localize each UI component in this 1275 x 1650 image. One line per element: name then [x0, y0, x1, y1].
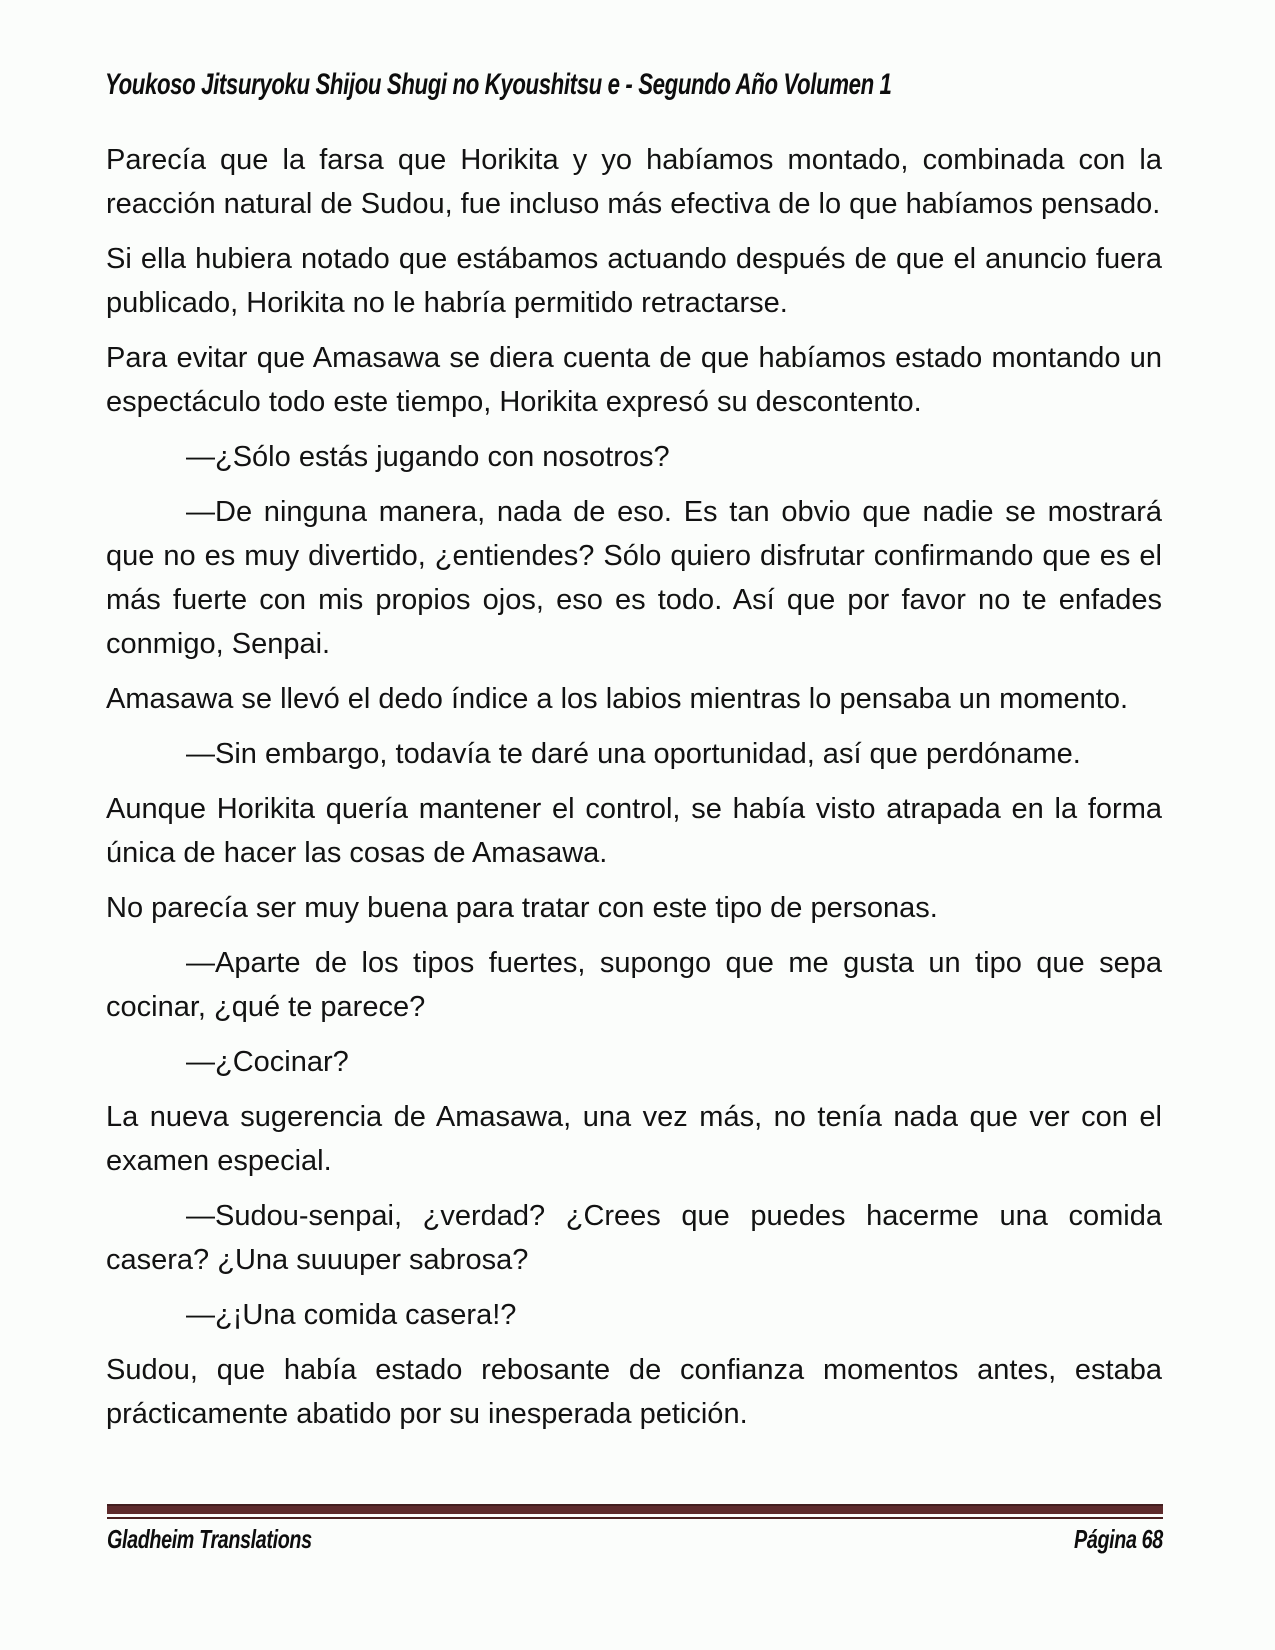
dialogue-paragraph: —¿Cocinar?	[186, 1046, 349, 1078]
narration-paragraph: Amasawa se llevó el dedo índice a los labios mientras lo pensaba un momento.	[106, 683, 1129, 715]
narration-paragraph: Parecía que la farsa que Horikita y yo habíamos montado, combinada con la reacción natural de Sudou, fue incluso más efectiva de lo que habíamos pensado.	[106, 144, 1162, 220]
dialogue-paragraph: —De ninguna manera, nada de eso. Es tan obvio que nadie se mostrará que no es muy divertido, ¿entiendes? Sólo quiero disfrutar confirmando que es el más fuerte con mis propios ojos, eso es todo. Así que por favor no te enfades conmigo, Senpai.	[106, 496, 1162, 660]
footer-divider-rule	[107, 1504, 1163, 1519]
footer-rule-thick-bar	[107, 1504, 1163, 1514]
running-header-title: Youkoso Jitsuryoku Shijou Shugi no Kyoushitsu e - Segundo Año Volumen 1	[105, 68, 892, 101]
footer-rule-thin-line	[107, 1517, 1163, 1519]
narration-paragraph: La nueva sugerencia de Amasawa, una vez más, no tenía nada que ver con el examen especial.	[106, 1101, 1162, 1177]
narration-paragraph: No parecía ser muy buena para tratar con este tipo de personas.	[106, 892, 938, 924]
page-footer	[107, 1524, 1163, 1555]
dialogue-paragraph: —Sudou-senpai, ¿verdad? ¿Crees que puedes hacerme una comida casera? ¿Una suuuper sabrosa?	[106, 1200, 1162, 1276]
narration-paragraph: Para evitar que Amasawa se diera cuenta de que habíamos estado montando un espectáculo todo este tiempo, Horikita expresó su descontento.	[106, 342, 1162, 418]
dialogue-paragraph: —¿¡Una comida casera!?	[186, 1299, 517, 1331]
page-header	[105, 68, 1165, 102]
page-body	[106, 138, 1162, 1447]
footer-translator-credit: Gladheim Translations	[107, 1524, 312, 1554]
narration-paragraph: Si ella hubiera notado que estábamos actuando después de que el anuncio fuera publicado, Horikita no le habría permitido retractarse.	[106, 243, 1162, 319]
footer-page-number: Página 68	[1074, 1524, 1163, 1554]
narration-paragraph: Sudou, que había estado rebosante de confianza momentos antes, estaba prácticamente abatido por su inesperada petición.	[106, 1354, 1162, 1430]
dialogue-paragraph: —Sin embargo, todavía te daré una oportunidad, así que perdóname.	[186, 738, 1081, 770]
dialogue-paragraph: —¿Sólo estás jugando con nosotros?	[186, 441, 670, 473]
dialogue-paragraph: —Aparte de los tipos fuertes, supongo que me gusta un tipo que sepa cocinar, ¿qué te parece?	[106, 947, 1162, 1023]
narration-paragraph: Aunque Horikita quería mantener el control, se había visto atrapada en la forma única de hacer las cosas de Amasawa.	[106, 793, 1162, 869]
